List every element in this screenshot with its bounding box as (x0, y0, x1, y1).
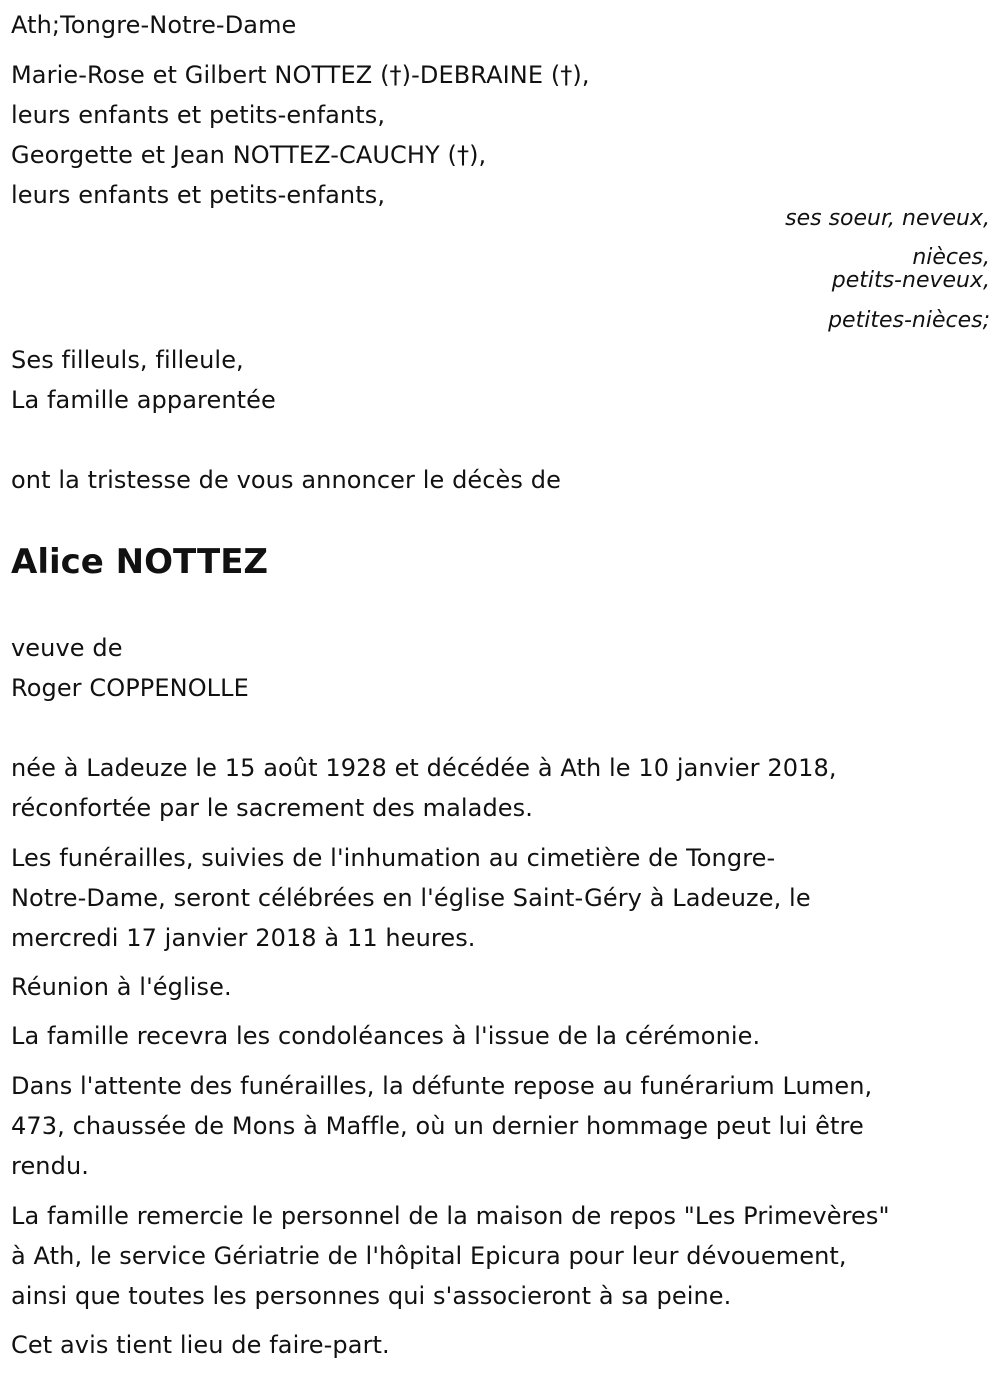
relatives-line-3: petits-neveux, (831, 268, 990, 293)
relatives-line-4: petites-nièces; (828, 308, 990, 333)
widow-of-label: veuve de (11, 634, 123, 662)
rest-line-1: Dans l'attente des funérailles, la défunte repose au funérarium Lumen, (11, 1072, 873, 1100)
family-line-3: Georgette et Jean NOTTEZ-CAUCHY (†), (11, 141, 487, 169)
deceased-name: Alice NOTTEZ (11, 542, 269, 582)
spouse-name: Roger COPPENOLLE (11, 674, 249, 702)
sacrament-line: réconfortée par le sacrement des malades. (11, 794, 533, 822)
funeral-line-3: mercredi 17 janvier 2018 à 11 heures. (11, 924, 476, 952)
rest-line-3: rendu. (11, 1152, 89, 1180)
notice-line: Cet avis tient lieu de faire-part. (11, 1331, 390, 1359)
birth-death-line: née à Ladeuze le 15 août 1928 et décédée à Ath le 10 janvier 2018, (11, 754, 837, 782)
rest-line-2: 473, chaussée de Mons à Maffle, où un dernier hommage peut lui être (11, 1112, 864, 1140)
family-line-1: Marie-Rose et Gilbert NOTTEZ (†)-DEBRAINE (†), (11, 61, 590, 89)
announcement-text: ont la tristesse de vous annoncer le décès de (11, 466, 561, 494)
funeral-line-2: Notre-Dame, seront célébrées en l'église Saint-Géry à Ladeuze, le (11, 884, 811, 912)
family-line-2: leurs enfants et petits-enfants, (11, 101, 386, 129)
family-line-4: leurs enfants et petits-enfants, (11, 181, 386, 209)
thanks-line-1: La famille remercie le personnel de la maison de repos "Les Primevères" (11, 1202, 890, 1230)
location-header: Ath;Tongre-Notre-Dame (11, 11, 297, 39)
relatives-line-1: ses soeur, neveux, (785, 206, 990, 231)
extended-family-line: La famille apparentée (11, 386, 276, 414)
meeting-line: Réunion à l'église. (11, 973, 232, 1001)
relatives-line-2: nièces, (912, 245, 990, 270)
godchildren-line: Ses filleuls, filleule, (11, 346, 244, 374)
condolences-line: La famille recevra les condoléances à l'issue de la cérémonie. (11, 1022, 761, 1050)
thanks-line-2: à Ath, le service Gériatrie de l'hôpital Epicura pour leur dévouement, (11, 1242, 847, 1270)
thanks-line-3: ainsi que toutes les personnes qui s'associeront à sa peine. (11, 1282, 732, 1310)
funeral-line-1: Les funérailles, suivies de l'inhumation au cimetière de Tongre- (11, 844, 776, 872)
